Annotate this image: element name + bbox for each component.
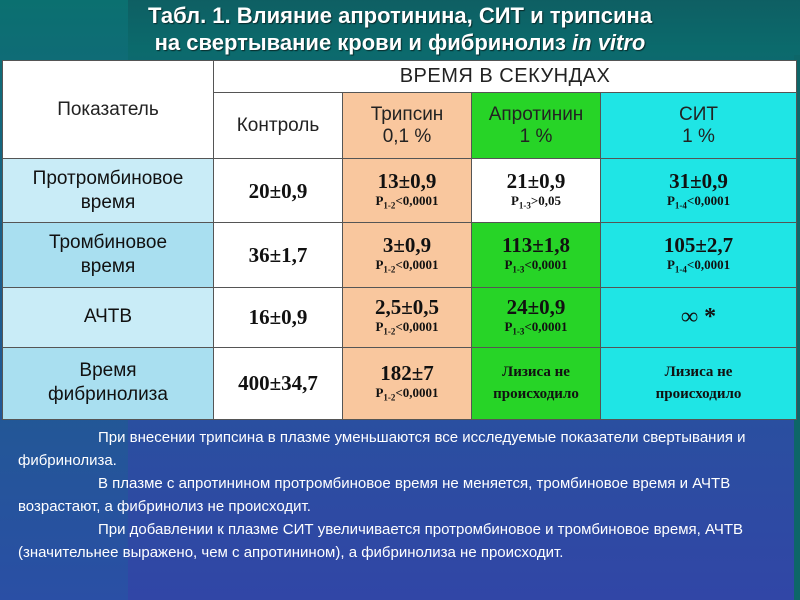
p-value: $Р_{1-2}<0,0001$ xyxy=(375,318,439,337)
control-value: 400±34,7 xyxy=(214,347,343,419)
p-value: $Р_{1-4}<0,0001$ xyxy=(666,192,731,211)
header-aprotinin: Апротинин 1 % xyxy=(472,93,601,159)
results-table xyxy=(2,60,797,420)
trypsin-cell: 13±0,9 $Р_{1-2}<0,0001$ xyxy=(343,159,472,223)
p-value: $Р_{1-3}>0,05$ xyxy=(510,192,562,211)
trypsin-cell: 3±0,9 $Р_{1-2}<0,0001$ xyxy=(343,223,472,287)
header-sit: СИТ 1 % xyxy=(601,93,797,159)
row-label: АЧТВ xyxy=(3,287,214,347)
aprotinin-cell: 24±0,9 $Р_{1-3}<0,0001$ xyxy=(472,287,601,347)
aprotinin-cell: 21±0,9 $Р_{1-3}>0,05$ xyxy=(472,159,601,223)
row-label: Тромбиновое время xyxy=(3,223,214,287)
note-paragraph: В плазме с апротинином протромбиновое время не меняется, тромбиновое время и АЧТВ возрастают, а фибринолиз не происходит. xyxy=(18,475,731,515)
sit-cell: 105±2,7 $Р_{1-4}<0,0001$ xyxy=(601,223,797,287)
table-row xyxy=(3,347,797,419)
control-value: 20±0,9 xyxy=(214,159,343,223)
title-line-1: Табл. 1. Влияние апротинина, СИТ и трипсина xyxy=(147,3,653,28)
control-value: 36±1,7 xyxy=(214,223,343,287)
p-value: $Р_{1-3}<0,0001$ xyxy=(504,256,568,275)
p-value: $Р_{1-2}<0,0001$ xyxy=(375,256,439,275)
notes-text xyxy=(18,426,778,564)
aprotinin-cell: 113±1,8 $Р_{1-3}<0,0001$ xyxy=(472,223,601,287)
table-row xyxy=(3,287,797,347)
p-value: $Р_{1-2}<0,0001$ xyxy=(375,385,439,403)
aprotinin-cell: Лизиса не происходило xyxy=(472,347,601,419)
control-value: 16±0,9 xyxy=(214,287,343,347)
row-label: Протромбиновое время xyxy=(3,159,214,223)
table-row xyxy=(3,223,797,287)
row-label: Время фибринолиза xyxy=(3,347,214,419)
title-italic: in vitro xyxy=(572,30,646,55)
sit-cell: 31±0,9 $Р_{1-4}<0,0001$ xyxy=(601,159,797,223)
sit-cell: Лизиса не происходило xyxy=(601,347,797,419)
header-trypsin: Трипсин 0,1 % xyxy=(343,93,472,159)
p-value: $Р_{1-3}<0,0001$ xyxy=(504,318,568,337)
trypsin-cell: 182±7 $Р_{1-2}<0,0001$ xyxy=(343,347,472,419)
p-value: $Р_{1-2}<0,0001$ xyxy=(375,192,439,211)
p-value: $Р_{1-4}<0,0001$ xyxy=(666,256,731,275)
sit-cell xyxy=(601,287,797,347)
header-control: Контроль xyxy=(214,93,343,159)
note-paragraph: При внесении трипсина в плазме уменьшаются все исследуемые показатели свертывания и фибринолиза. xyxy=(18,429,746,469)
header-time-group: ВРЕМЯ В СЕКУНДАХ xyxy=(214,61,797,93)
table-row xyxy=(3,159,797,223)
title-line-2: на свертывание крови и фибринолиз in vitro xyxy=(154,30,646,55)
slide-title xyxy=(0,2,800,56)
infinity-symbol: ∞ * xyxy=(680,303,717,330)
trypsin-cell: 2,5±0,5 $Р_{1-2}<0,0001$ xyxy=(343,287,472,347)
note-paragraph: При добавлении к плазме СИТ увеличивается протромбиновое и тромбиновое время, АЧТВ (значительнее выражено, чем с апротинином), а фибринолиза не происходит. xyxy=(18,521,743,561)
header-indicator: Показатель xyxy=(3,61,214,159)
